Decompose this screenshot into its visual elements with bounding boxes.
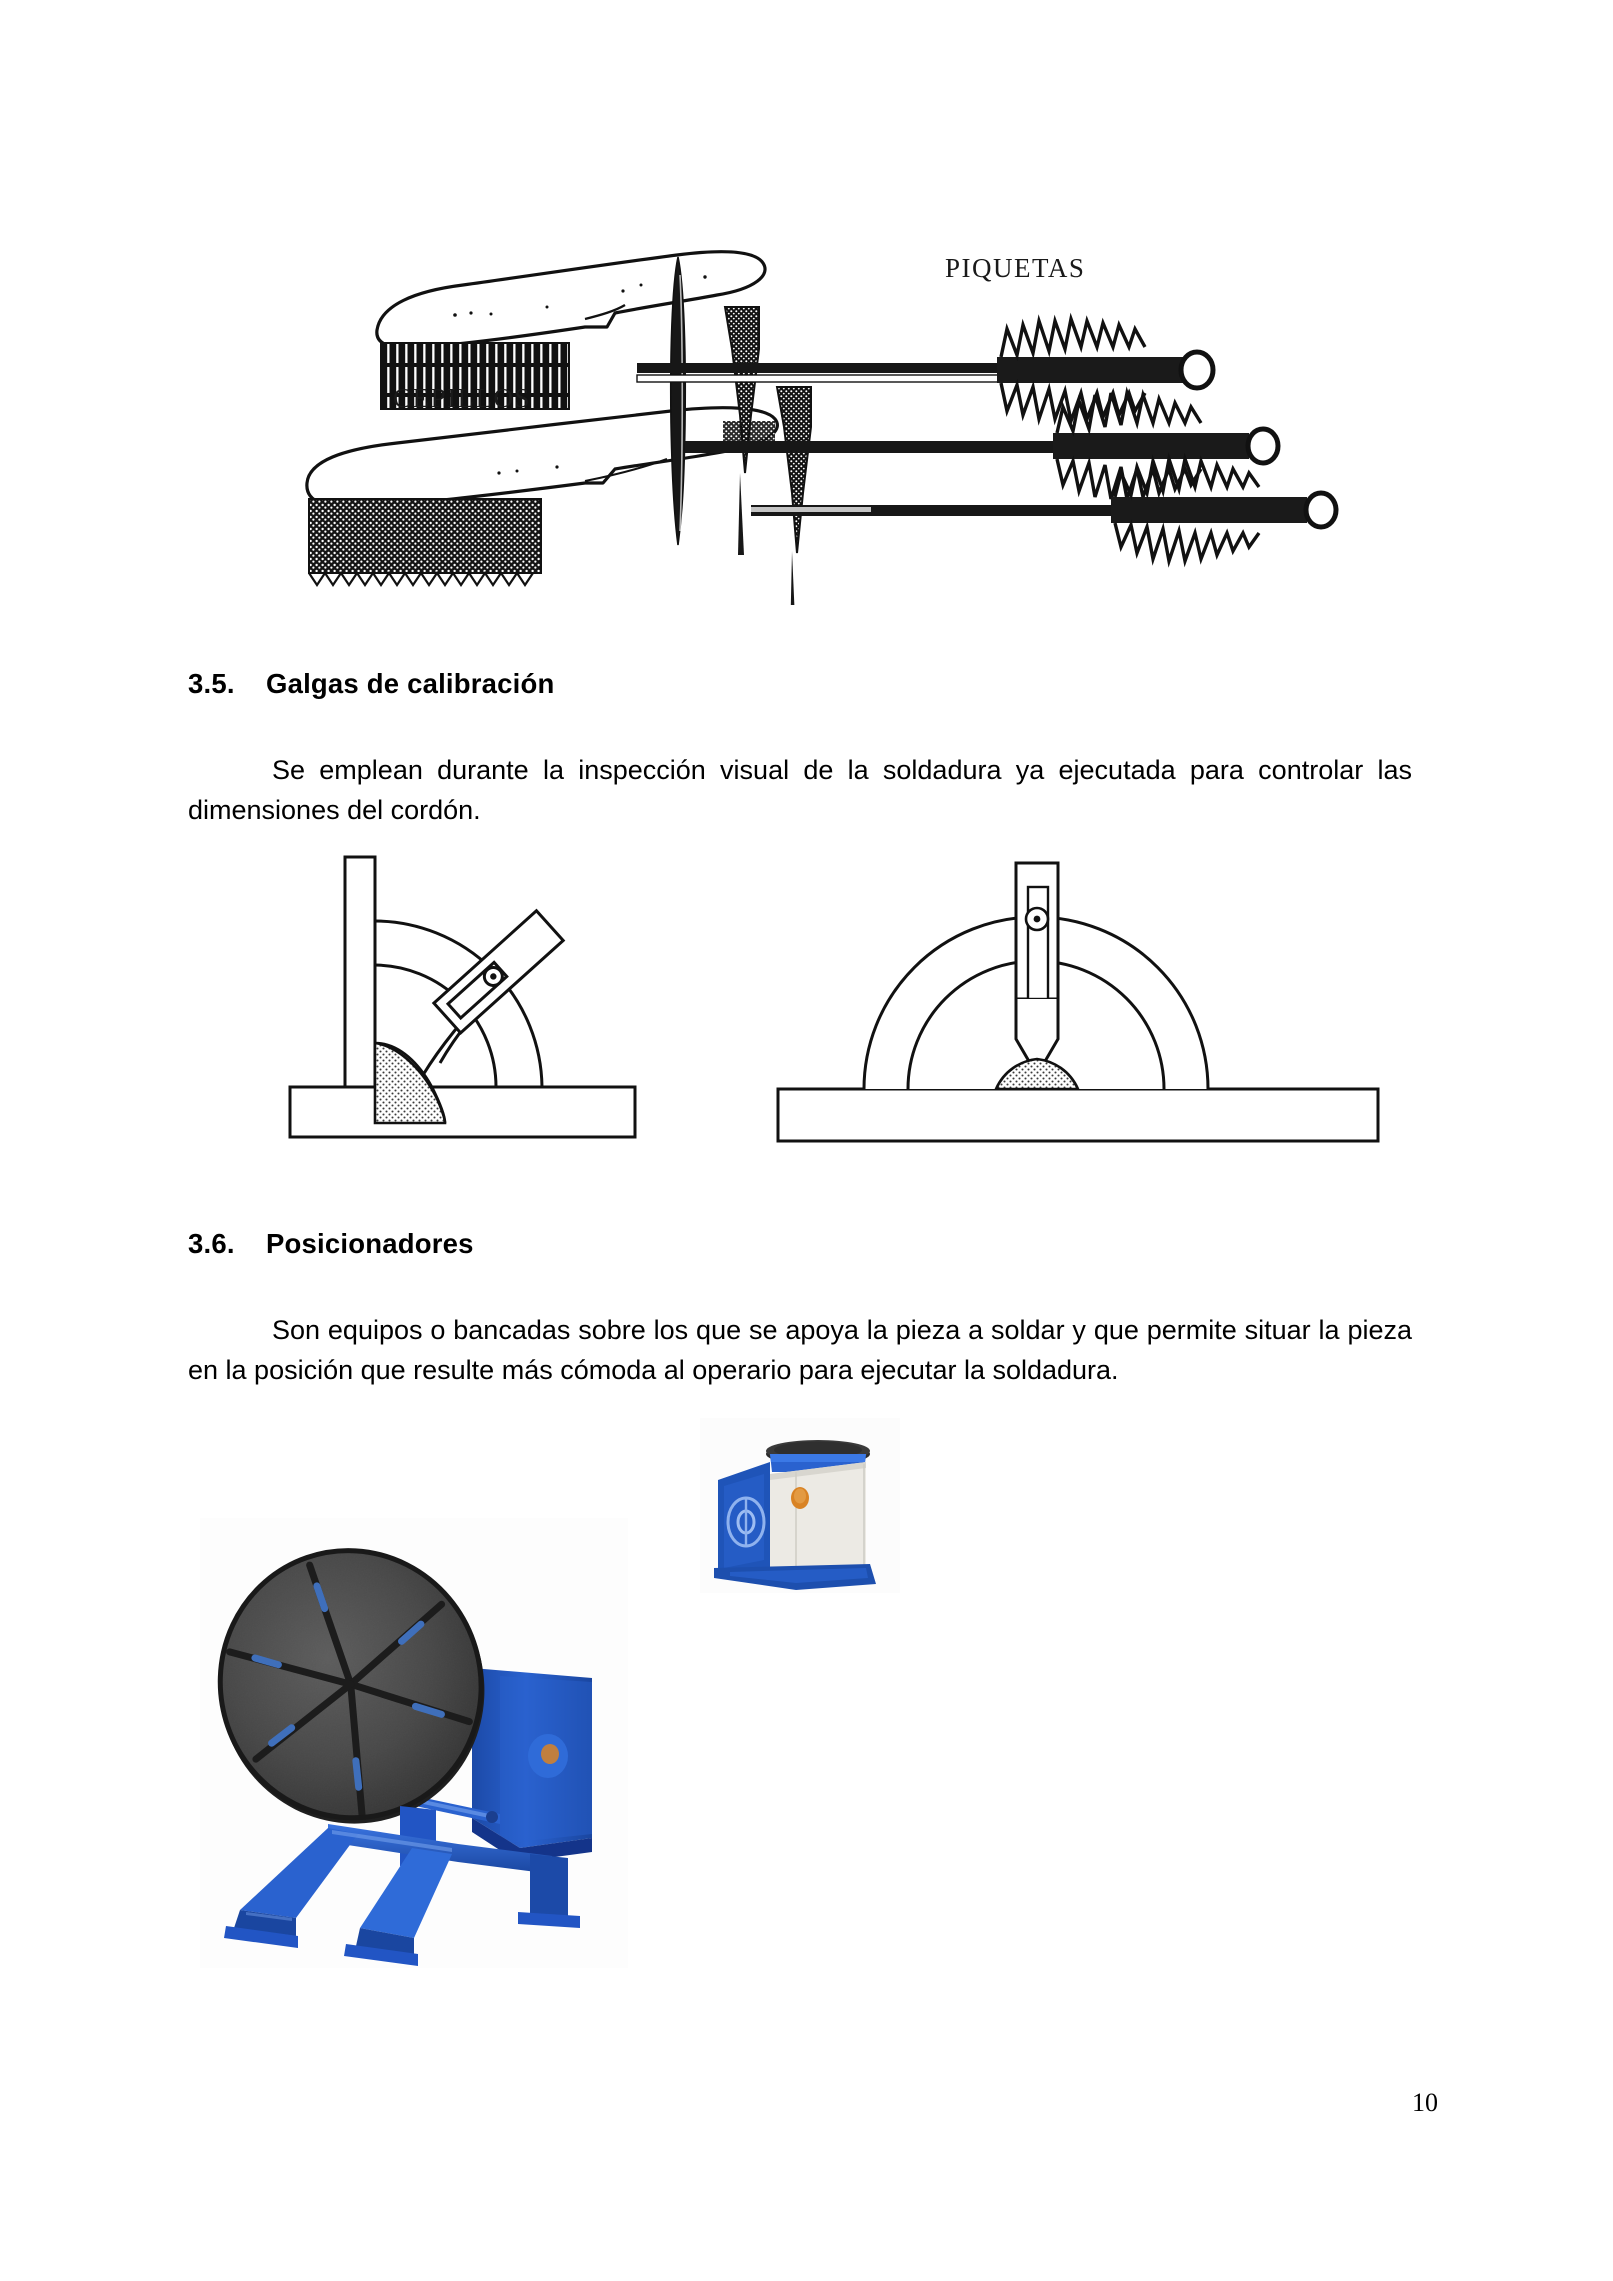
section-heading-3-5 xyxy=(188,668,554,700)
figure-caption-piquetas: PIQUETAS xyxy=(945,253,1086,283)
page-number: 10 xyxy=(1412,2088,1438,2117)
figure-cleaning-tools xyxy=(285,215,1375,605)
photo-positioner-small xyxy=(700,1418,900,1593)
photo-positioner-large xyxy=(200,1518,628,1968)
section-paragraph-3-5: Se emplean durante la inspección visual de la soldadura ya ejecutada para controlar las dimensiones del cordón. xyxy=(188,755,1412,825)
figure-welding-gauges xyxy=(280,825,1390,1155)
section-paragraph-3-6: Son equipos o bancadas sobre los que se apoya la pieza a soldar y que permite situar la pieza en la posición que resulte más cómoda al operario para ejecutar la soldadura. xyxy=(188,1315,1412,1385)
section-number-3-6: 3.6. xyxy=(188,1227,235,1259)
butt-weld-gauge-glyph xyxy=(778,863,1378,1141)
section-title-3-6: Posicionadores xyxy=(266,1227,474,1259)
section-number-3-5: 3.5. xyxy=(188,667,235,699)
wire-brush-lower-glyph xyxy=(307,408,778,585)
figure-caption-cepillos: CEPILLOS xyxy=(393,383,532,413)
piquetas-glyph xyxy=(637,257,1336,605)
fillet-weld-gauge-glyph xyxy=(290,857,635,1137)
section-heading-3-6 xyxy=(188,1228,474,1260)
section-title-3-5: Galgas de calibración xyxy=(266,667,555,699)
